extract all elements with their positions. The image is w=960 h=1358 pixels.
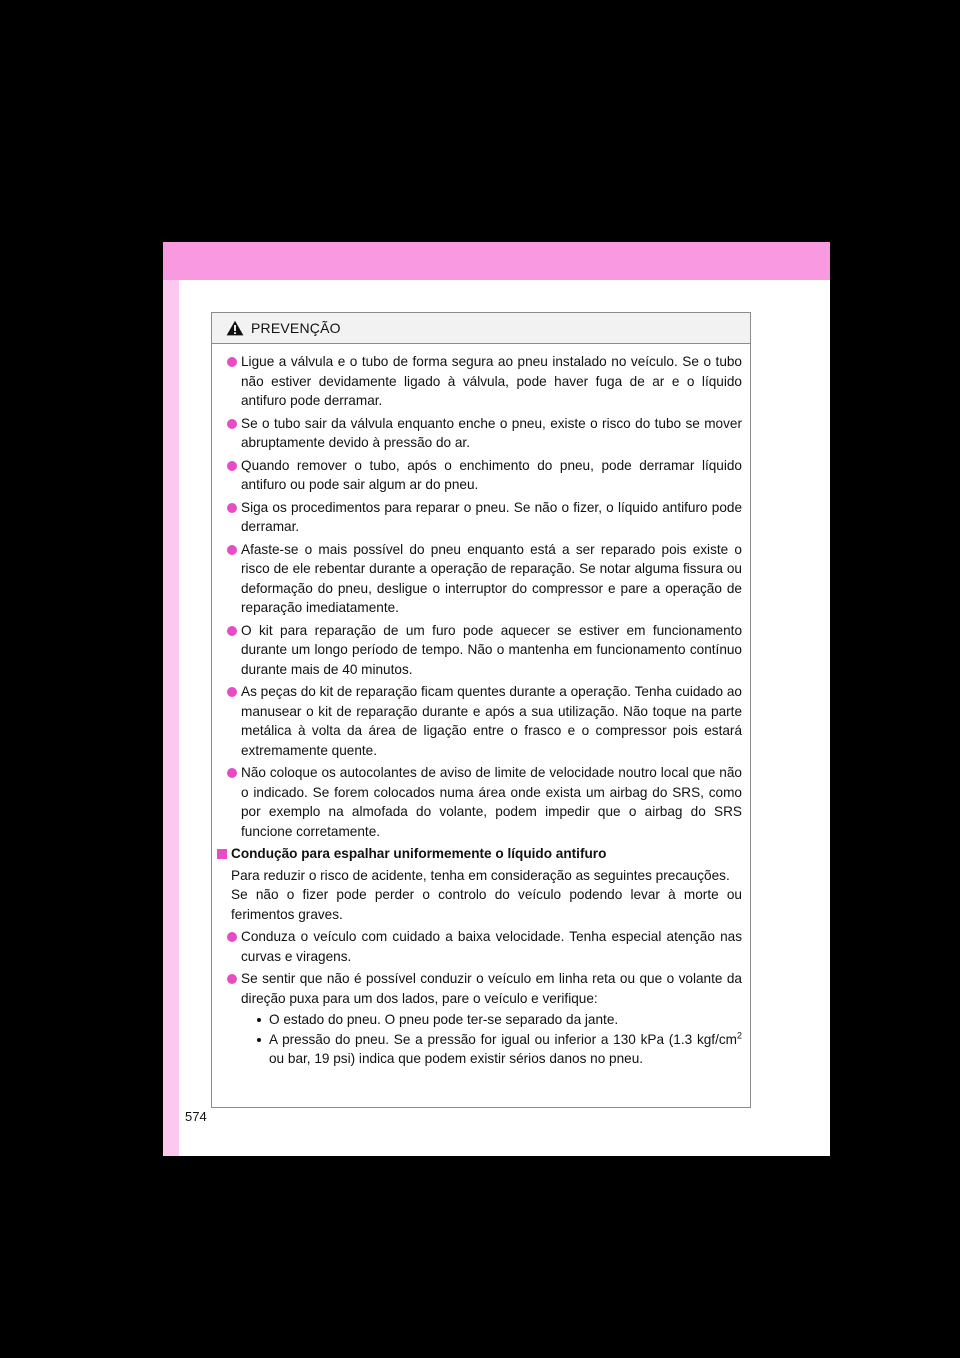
bullet-dot-icon	[227, 974, 237, 984]
warning-bullet-text: Ligue a válvula e o tubo de forma segura ao pneu instalado no veículo. Se o tubo não estiver devidamente ligado à válvula, pode haver fuga de ar e o líquido antifuro pode derramar.	[241, 354, 742, 408]
check-list-item-text: A pressão do pneu. Se a pressão for igual ou inferior a 130 kPa (1.3 kgf/cm	[269, 1031, 737, 1047]
check-list-item	[257, 1010, 742, 1030]
section-heading-text: Condução para espalhar uniformemente o líquido antifuro	[231, 846, 607, 861]
bullet-dot-icon	[227, 768, 237, 778]
warning-bullet	[217, 621, 742, 680]
warning-triangle-icon	[226, 320, 244, 336]
warning-bullet-text: Afaste-se o mais possível do pneu enquanto está a ser reparado pois existe o risco de ele rebentar durante a operação de reparação. Se notar alguma fissura ou deformação do pneu, desligue o interruptor do compressor e pare a operação de reparação imediatamente.	[241, 541, 742, 615]
warning-title: PREVENÇÃO	[251, 320, 341, 336]
warning-bullet	[217, 682, 742, 760]
section-bullet	[217, 969, 742, 1069]
warning-bullet-text: Não coloque os autocolantes de aviso de limite de velocidade noutro local que não o indicado. Se forem colocados numa área onde exista um airbag do SRS, como por exemplo na almofada do volante, podem impedir que o airbag do SRS funcione corretamente.	[241, 765, 742, 839]
warning-bullet-text: Quando remover o tubo, após o enchimento do pneu, pode derramar líquido antifuro ou pode sair algum ar do pneu.	[241, 457, 742, 492]
warning-bullet-text: Se o tubo sair da válvula enquanto enche o pneu, existe o risco do tubo se mover abruptamente devido à pressão do ar.	[241, 415, 742, 450]
small-bullet-icon	[257, 1018, 261, 1022]
bullet-dot-icon	[227, 932, 237, 942]
warning-bullet	[217, 352, 742, 411]
warning-header	[212, 313, 750, 344]
warning-bullet-text: As peças do kit de reparação ficam quentes durante a operação. Tenha cuidado ao manusear o kit de reparação durante e após a sua utilização. Não toque na parte metálica à volta da área de ligação entre o frasco e o compressor pois estará extremamente quente.	[241, 684, 742, 758]
manual-page	[163, 242, 830, 1156]
warning-bullet	[217, 540, 742, 618]
section-bullet-text: Se sentir que não é possível conduzir o veículo em linha reta ou que o volante da direção puxa para um dos lados, pare o veículo e verifique:	[241, 971, 742, 1006]
section-bullet-text: Conduza o veículo com cuidado a baixa velocidade. Tenha especial atenção nas curvas e viragens.	[241, 929, 742, 964]
warning-bullet	[217, 498, 742, 537]
warning-body	[212, 344, 750, 1069]
warning-bullet	[217, 456, 742, 495]
bullet-dot-icon	[227, 461, 237, 471]
check-list-item	[257, 1030, 742, 1069]
section-paragraph: Se não o fizer pode perder o controlo do veículo podendo levar à morte ou ferimentos graves.	[231, 887, 742, 922]
bullet-dot-icon	[227, 626, 237, 636]
check-list-item-text-end: ou bar, 19 psi) indica que podem existir sérios danos no pneu.	[269, 1051, 644, 1066]
page-side-band	[163, 280, 179, 1156]
bullet-dot-icon	[227, 687, 237, 697]
warning-bullet-text: O kit para reparação de um furo pode aquecer se estiver em funcionamento durante um longo período de tempo. Não o mantenha em funcionamento contínuo durante mais de 40 minutos.	[241, 622, 742, 677]
superscript-two: 2	[736, 1029, 742, 1040]
section-heading	[217, 844, 742, 864]
warning-bullet	[217, 414, 742, 453]
page-number: 574	[185, 1109, 207, 1124]
check-list	[241, 1010, 742, 1069]
section-paragraph: Para reduzir o risco de acidente, tenha em consideração as seguintes precauções.	[231, 867, 730, 883]
section-bullet	[217, 927, 742, 966]
warning-box	[211, 312, 751, 1108]
bullet-dot-icon	[227, 503, 237, 513]
check-list-item-text: O estado do pneu. O pneu pode ter-se separado da jante.	[269, 1012, 619, 1027]
section-square-icon	[217, 849, 227, 859]
warning-bullet-text: Siga os procedimentos para reparar o pneu. Se não o fizer, o líquido antifuro pode derramar.	[241, 499, 742, 534]
bullet-dot-icon	[227, 545, 237, 555]
page-header-band	[163, 242, 830, 280]
warning-bullet	[217, 763, 742, 841]
small-bullet-icon	[257, 1038, 261, 1042]
bullet-dot-icon	[227, 419, 237, 429]
bullet-dot-icon	[227, 357, 237, 367]
